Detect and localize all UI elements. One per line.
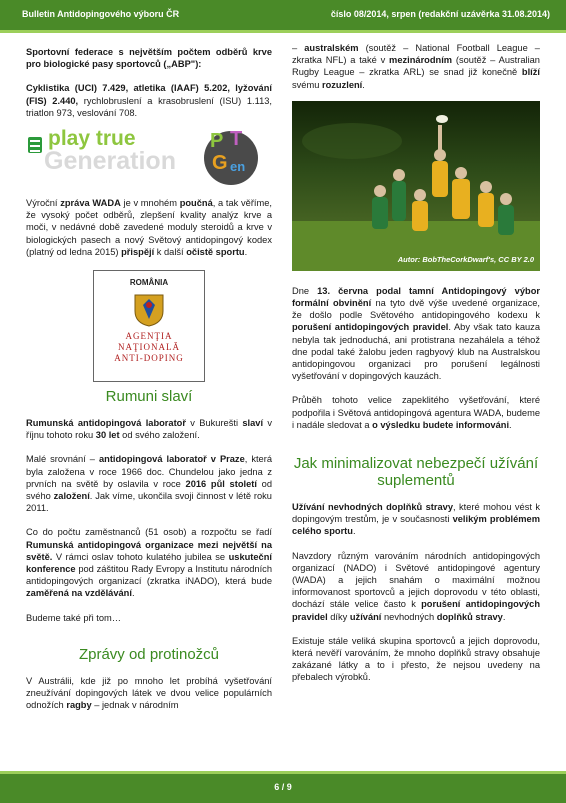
bold-text: 13. června podal tamní Antidopingový výbor formální obvinění [292,285,540,309]
left-column [26,46,272,723]
text: , která byla založena v roce 1966 doc. Chundelou jako jedna z prvních na světě by oslavila v roce [26,454,272,489]
text: . Aby však tato kauza nebyla tak jednoduchá, ani protistrana nezahálela a téhož dne podal také žalobu jeden ragbyový klub na Australskou antidopingovou organizaci pro porušení legálnosti vyšetřování v dopingových kauzách. [292,322,541,382]
heading-protinozci: Zprávy od protinožců [78,645,220,663]
issue-info: číslo 08/2014, srpen (redakční uzávěrka 31.08.2014) [330,9,550,19]
logo-text-top: play true [48,127,136,151]
paragraph [292,42,540,91]
text: – [292,43,305,53]
bold-text: doplňků stravy [436,611,503,622]
text: rychlobruslení a krasobruslení (ISU) 1.113, triatlon 973, veslování 708. [26,95,272,118]
bold-text: blíží [521,67,540,78]
bold-text: Rumunská antidopingová organizace mezi největší na světě. [26,539,272,562]
text: . [362,79,365,90]
paragraph: Budeme také při tom… [26,612,122,623]
ptgen-badge-icon [204,128,258,185]
play-true-generation-logo [26,127,272,185]
text: Výroční [26,198,61,209]
text: V rámci oslav tohoto kulatého jubilea se [52,551,229,562]
header-bar [0,0,566,33]
page-number: 6 / 9 [274,782,292,792]
bold-text: ragby [66,700,92,711]
text: . [352,526,356,537]
paragraph [26,526,272,599]
text: V Austrálii, kde již po mnoho let probíhá vyšetřování zneužívání dopingových látek ve dvou velice populárních odnožích [26,675,272,711]
text: Co do počtu zaměstnanců (51 osob) a rozpočtu se řadí [26,527,272,538]
bold-text: slaví [242,418,264,429]
bold-text: uskuteční konference [26,551,272,575]
heading-rumuni: Rumuni slaví [105,388,193,406]
text: díky [327,611,350,622]
bold-text: Užívání nevhodných doplňků stravy [292,502,454,513]
rugby-players-image [292,101,540,271]
footer-bar [0,771,566,803]
bold-text: Cyklistika (UCI) 7.429, atletika (IAAF) 5.202, lyžování (FIS) 2.440, [26,83,272,106]
logo-country: ROMÂNIA [129,278,169,288]
text: , a tak věříme, že vysoký počet odběrů, zlepšení kvality analýz krve a moči, v nedávné době zavedené moduly steroidů a krve v biologických pasech a nový Světový antidopingový kodex (platný od ledna 2015) [26,198,273,257]
paragraph [26,675,272,712]
bold-text: 30 let [95,430,120,441]
paragraph: Existuje stále veliká skupina sportovců a jejich doprovodu, která nevěří varováním, že mnoho doplňků stravy obsahuje zakázané látky a to i přesto, že nejsou uvedeny na přebalech výrobků. [292,635,540,683]
bold-text: zpráva WADA [60,198,121,209]
bold-text: o výsledku budete informováni [372,419,510,430]
text: k další [154,246,187,257]
paragraph [292,501,540,538]
bold-text: porušení antidopingových pravidel [292,322,449,333]
text: je v mnohém [120,198,180,209]
text: . Jak víme, ukončila svoji činnost v létě roku 2011. [26,491,272,514]
bold-text: rozuzlení [321,79,363,90]
heading-suplementy: Jak minimalizovat nebezpečí užívání suplementů [293,455,539,490]
text: , které mohou vést k dopingovým trestům, je v současnosti [292,502,540,525]
bold-text: mezinárodním [389,55,453,66]
paragraph [26,417,272,441]
logo-line: NAŢIONALĂ [118,342,180,353]
bold-text: zaměřená na vzdělávání [26,588,132,599]
text: . [244,246,248,257]
text: Dne [292,285,318,296]
bulletin-title: Bulletin Antidopingového výboru ČR [22,9,180,19]
badge-letter: G [212,152,228,175]
bold-text: australském [304,43,359,53]
logo-line: AGENŢIA [125,331,173,342]
text: – jednak v národním [91,700,179,711]
text: . [131,588,135,599]
bold-text: poučná [179,198,213,209]
text: v říjnu tohoto roku [26,418,272,441]
bold-text: velikým problémem celého sportu [292,514,540,537]
romanian-agency-logo [93,270,205,382]
text: Navzdory různým varováním národních antidopingových organizací (NADO) i Světové antidopingové agentury (WADA) a jejich snahám o maximální možnou informovanost sportovců a jejich doprovodu v této oblasti, dochází stále velice často k [292,550,540,610]
text: od svého založení. [119,430,200,441]
photo-credit: Autor: BobTheCorkDwarf's, CC BY 2.0 [397,254,534,264]
logo-mark-icon [28,137,42,153]
bold-text: Sportovní federace s největším počtem odběrů krve pro biologické pasy sportovců („ABP"): [26,47,272,70]
right-column [292,42,540,696]
text: Průběh tohoto velice zapeklitého vyšetřování, které podpořila i Světová antidopingová agentura WADA, budeme i nadále sledovat a [292,395,540,430]
badge-letter: P [210,130,224,153]
bold-text: antidopingová laboratoř v Praze [98,454,245,465]
paragraph [26,46,272,70]
logo-text-bottom: Generation [44,147,176,176]
coat-of-arms-icon [131,291,167,327]
text: pod záštitou Rady Evropy a Institutu národních antidopingových organizací (zkratka iNADO), která bude [26,564,272,587]
bold-text: užívání [349,611,382,622]
text: . [509,419,512,430]
logo-agency-name [94,331,204,364]
text: Malé srovnání – [26,454,99,465]
logo-line: ANTI-DOPING [114,353,184,364]
paragraph [292,285,540,383]
text: v Bukurešti [185,418,243,429]
bold-text: 2016 půl století [185,478,257,489]
bold-text: Rumunská antidopingová laboratoř [26,418,186,429]
bold-text: přispějí [121,246,155,257]
text: svému [292,79,322,90]
text: na tyto dvě výše uvedené organizace, že došlo podle Světového antidopingového kodexu k [292,298,541,321]
text: (soutěž – National Football League – zkratka NFL) a také v [292,43,540,66]
bold-text: očistě sportu [186,246,245,257]
badge-letter: T [230,128,243,151]
paragraph [292,394,540,431]
paragraph [26,453,272,514]
text: (soutěž – Australian Rugby League – zkratka ARL) se snad již konečně [292,55,540,78]
text: od svého [26,478,272,502]
paragraph [292,550,540,623]
bold-text: porušení antidopingových pravidel [292,599,540,622]
bold-text: založení [53,491,90,502]
rugby-lineout-photo [292,101,540,271]
text: nevhodných [381,611,437,622]
badge-letter: en [230,159,246,175]
paragraph [26,82,272,119]
text: . [502,611,506,622]
paragraph-wada [26,197,272,258]
